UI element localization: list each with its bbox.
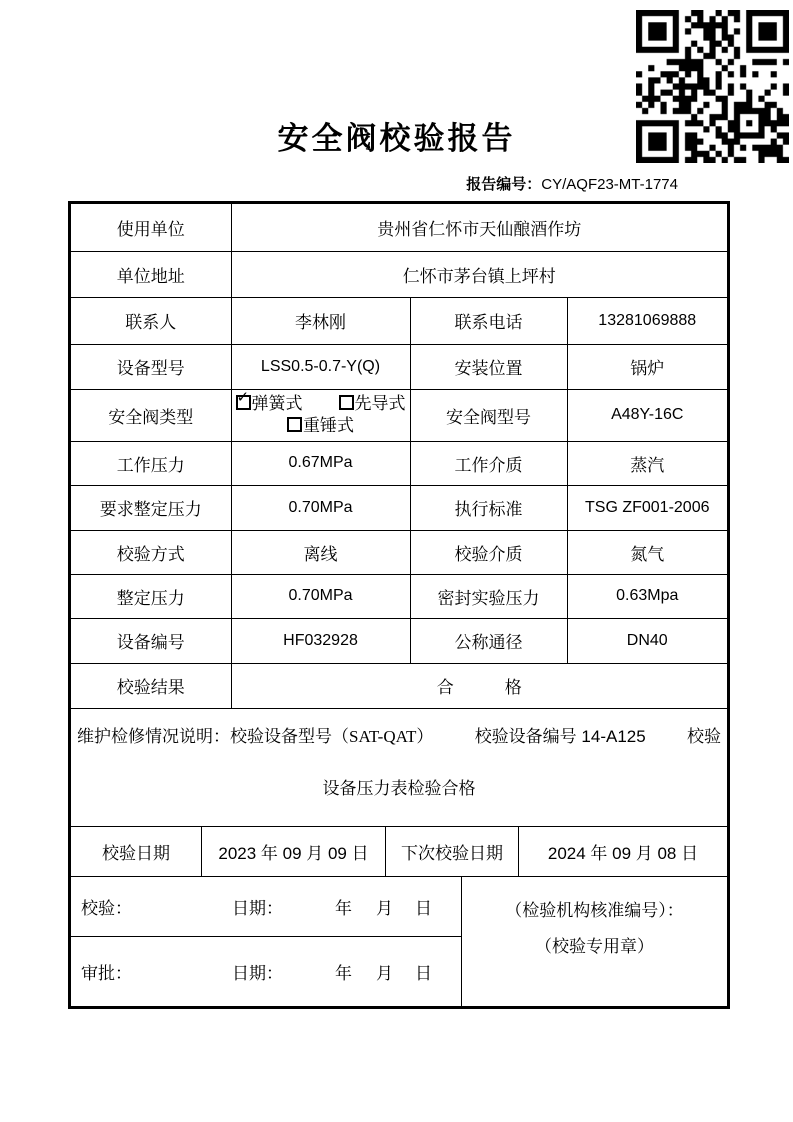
approve-day-label: 日 [415, 963, 432, 983]
field-label-seal-test-pressure: 密封实验压力 [410, 574, 567, 618]
calibrate-sign-label: 校验： [81, 898, 132, 918]
field-value-install-position: 锅炉 [567, 344, 727, 389]
field-label-calibration-date: 校验日期 [71, 827, 202, 877]
field-value-device-no: HF032928 [231, 618, 410, 663]
table-row [71, 574, 727, 618]
checkbox-checked-icon [236, 389, 251, 410]
field-label-calibration-method: 校验方式 [71, 530, 231, 574]
table-row [71, 708, 727, 826]
field-value-calibration-medium: 氮气 [567, 530, 727, 574]
field-label-unit-address: 单位地址 [71, 251, 231, 297]
field-label-required-set-pressure: 要求整定压力 [71, 485, 231, 530]
calibrate-date-label: 日期： [232, 898, 283, 918]
field-value-working-pressure: 0.67MPa [231, 441, 410, 485]
maintenance-note-line1: 维护检修情况说明：校验设备型号（SAT-QAT） 校验设备编号 14-A125 校验 [77, 726, 721, 746]
maintenance-note-line2: 设备压力表检验合格 [322, 778, 476, 798]
table-row [71, 344, 727, 389]
field-label-working-medium: 工作介质 [410, 441, 567, 485]
field-value-set-pressure: 0.70MPa [231, 574, 410, 618]
field-value-nominal-diameter: DN40 [567, 618, 727, 663]
field-value-result: 合 格 [231, 663, 727, 708]
field-value-seal-test-pressure: 0.63Mpa [567, 574, 727, 618]
field-label-next-calibration-date: 下次校验日期 [386, 827, 519, 877]
field-value-calibration-date: 2023 年 09 月 09 日 [202, 827, 386, 877]
calibrate-year-label: 年 [335, 898, 352, 918]
maintenance-note [71, 708, 727, 826]
field-value-required-set-pressure: 0.70MPa [231, 485, 410, 530]
field-label-valve-type: 安全阀类型 [71, 389, 231, 441]
field-label-result: 校验结果 [71, 663, 231, 708]
field-label-valve-model: 安全阀型号 [410, 389, 567, 441]
approve-year-label: 年 [335, 963, 352, 983]
field-value-contact-phone: 13281069888 [567, 297, 727, 344]
field-label-nominal-diameter: 公称通径 [410, 618, 567, 663]
table-row [71, 389, 727, 441]
field-label-set-pressure: 整定压力 [71, 574, 231, 618]
table-row [71, 530, 727, 574]
field-value-standard: TSG ZF001-2006 [567, 485, 727, 530]
stamp-seal-label: （校验专用章） [535, 936, 654, 956]
signature-block [71, 877, 727, 1006]
report-table [68, 201, 730, 1009]
approve-month-label: 月 [376, 963, 393, 983]
signature-row-calibrate [71, 877, 461, 937]
field-label-contact: 联系人 [71, 297, 231, 344]
table-row [71, 204, 727, 251]
field-label-calibration-medium: 校验介质 [410, 530, 567, 574]
field-value-valve-model: A48Y-16C [567, 389, 727, 441]
page-title: 安全阀校验报告 [277, 121, 516, 156]
field-label-contact-phone: 联系电话 [410, 297, 567, 344]
valve-type-option-weight: 重锤式 [287, 416, 354, 435]
table-row [71, 618, 727, 663]
stamp-cell [461, 877, 727, 1006]
table-row [71, 251, 727, 297]
table-row [71, 485, 727, 530]
approve-date-label: 日期： [232, 963, 283, 983]
field-value-working-medium: 蒸汽 [567, 441, 727, 485]
checkbox-unchecked-icon [287, 417, 302, 432]
field-value-valve-type [231, 389, 410, 441]
signature-row-approve [71, 937, 461, 1006]
stamp-approval-number-label: （检验机构核准编号）： [505, 900, 684, 920]
approve-sign-label: 审批： [81, 963, 132, 983]
field-value-next-calibration-date: 2024 年 09 月 08 日 [519, 827, 727, 877]
date-row [71, 827, 727, 877]
table-row [71, 441, 727, 485]
valve-type-option-pilot: 先导式 [339, 393, 406, 415]
valve-type-option-spring: ✓ 弹簧式 [236, 389, 303, 413]
field-label-device-no: 设备编号 [71, 618, 231, 663]
field-label-install-position: 安装位置 [410, 344, 567, 389]
table-row [71, 663, 727, 708]
field-label-working-pressure: 工作压力 [71, 441, 231, 485]
field-value-contact: 李林刚 [231, 297, 410, 344]
calibrate-day-label: 日 [415, 898, 432, 918]
field-label-use-unit: 使用单位 [71, 204, 231, 251]
report-number [68, 173, 728, 194]
field-value-calibration-method: 离线 [231, 530, 410, 574]
field-value-unit-address: 仁怀市茅台镇上坪村 [231, 251, 727, 297]
qr-code [636, 10, 789, 163]
report-number-label: 报告编号： [466, 177, 542, 193]
calibrate-month-label: 月 [376, 898, 393, 918]
check-mark-icon: ✓ [236, 389, 250, 406]
field-value-use-unit: 贵州省仁怀市天仙酿酒作坊 [231, 204, 727, 251]
checkbox-unchecked-icon [339, 395, 354, 410]
field-value-device-model: LSS0.5-0.7-Y(Q) [231, 344, 410, 389]
table-row [71, 297, 727, 344]
report-number-value: CY/AQF23-MT-1774 [541, 176, 678, 193]
field-label-device-model: 设备型号 [71, 344, 231, 389]
field-label-standard: 执行标准 [410, 485, 567, 530]
